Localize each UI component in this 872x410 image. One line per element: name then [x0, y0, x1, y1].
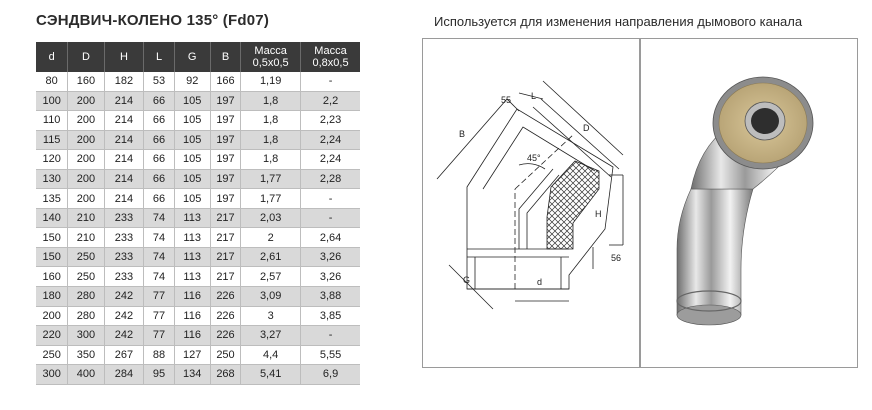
table-cell: 250 — [68, 267, 104, 287]
table-cell: 267 — [104, 345, 144, 365]
table-cell: 400 — [68, 365, 104, 385]
table-row — [36, 111, 360, 131]
drawing-panel — [422, 38, 640, 368]
table-cell: 214 — [104, 189, 144, 209]
table-cell: 217 — [210, 208, 240, 228]
table-cell: 200 — [68, 150, 104, 170]
table-cell: 280 — [68, 287, 104, 307]
table-cell: 2,03 — [241, 208, 301, 228]
table-cell: 250 — [210, 345, 240, 365]
table-cell: 3,85 — [301, 306, 360, 326]
col-header: Масса 0,8х0,5 — [301, 42, 360, 72]
table-row — [36, 326, 360, 346]
dim-label-d-lower: d — [537, 277, 543, 287]
table-cell: 197 — [210, 150, 240, 170]
table-cell: 200 — [68, 91, 104, 111]
table-cell: 66 — [144, 169, 174, 189]
table-cell: 140 — [36, 208, 68, 228]
table-cell: 2,64 — [301, 228, 360, 248]
table-cell: 250 — [68, 247, 104, 267]
table-cell: 2,61 — [241, 247, 301, 267]
table-cell: 200 — [68, 169, 104, 189]
table-row — [36, 287, 360, 307]
table-row — [36, 306, 360, 326]
table-cell: - — [301, 326, 360, 346]
table-cell: 268 — [210, 365, 240, 385]
table-cell: 66 — [144, 111, 174, 131]
table-row — [36, 365, 360, 385]
table-cell: 200 — [68, 189, 104, 209]
table-cell: 233 — [104, 267, 144, 287]
table-cell: 180 — [36, 287, 68, 307]
table-cell: - — [301, 208, 360, 228]
col-header: Масса 0,5х0,5 — [241, 42, 301, 72]
table-cell: 92 — [174, 72, 210, 91]
table-cell: 166 — [210, 72, 240, 91]
elbow-product-photo — [641, 39, 857, 367]
table-cell: 120 — [36, 150, 68, 170]
table-cell: 116 — [174, 306, 210, 326]
table-cell: 214 — [104, 130, 144, 150]
table-cell: 217 — [210, 267, 240, 287]
col-header: d — [36, 42, 68, 72]
elbow-technical-drawing — [423, 39, 639, 367]
table-cell: 160 — [36, 267, 68, 287]
table-cell: 210 — [68, 208, 104, 228]
table-cell: 77 — [144, 287, 174, 307]
table-row — [36, 228, 360, 248]
table-cell: 3,26 — [301, 247, 360, 267]
table-cell: 95 — [144, 365, 174, 385]
table-cell: 2,24 — [301, 130, 360, 150]
table-cell: 226 — [210, 326, 240, 346]
table-cell: 105 — [174, 91, 210, 111]
table-cell: 242 — [104, 287, 144, 307]
table-row — [36, 189, 360, 209]
table-row — [36, 169, 360, 189]
table-cell: 2,28 — [301, 169, 360, 189]
table-cell: 113 — [174, 267, 210, 287]
table-cell: 66 — [144, 130, 174, 150]
col-header: D — [68, 42, 104, 72]
table-cell: 284 — [104, 365, 144, 385]
table-cell: 217 — [210, 228, 240, 248]
table-cell: 74 — [144, 267, 174, 287]
table-header-row — [36, 42, 360, 72]
table-row — [36, 150, 360, 170]
table-cell: 110 — [36, 111, 68, 131]
table-cell: 197 — [210, 130, 240, 150]
table-cell: 250 — [36, 345, 68, 365]
page-title: СЭНДВИЧ-КОЛЕНО 135° (Fd07) — [36, 12, 270, 29]
table-cell: 74 — [144, 208, 174, 228]
table-cell: 5,55 — [301, 345, 360, 365]
table-cell: 115 — [36, 130, 68, 150]
table-cell: 66 — [144, 150, 174, 170]
table-cell: 53 — [144, 72, 174, 91]
table-cell: 3,88 — [301, 287, 360, 307]
table-cell: 116 — [174, 287, 210, 307]
table-cell: 300 — [68, 326, 104, 346]
table-cell: 150 — [36, 228, 68, 248]
dim-label-d-upper: D — [583, 123, 590, 133]
table-cell: 77 — [144, 306, 174, 326]
table-cell: 200 — [68, 130, 104, 150]
table-cell: 226 — [210, 287, 240, 307]
table-cell: 113 — [174, 208, 210, 228]
table-row — [36, 208, 360, 228]
table-cell: 88 — [144, 345, 174, 365]
dim-label-h: H — [595, 209, 602, 219]
table-cell: 214 — [104, 91, 144, 111]
table-cell: 197 — [210, 111, 240, 131]
table-cell: 1,77 — [241, 189, 301, 209]
table-cell: 66 — [144, 189, 174, 209]
table-cell: 74 — [144, 247, 174, 267]
table-cell: 3,27 — [241, 326, 301, 346]
table-cell: 220 — [36, 326, 68, 346]
table-cell: 226 — [210, 306, 240, 326]
table-row — [36, 91, 360, 111]
table-row — [36, 345, 360, 365]
table-cell: 130 — [36, 169, 68, 189]
table-cell: 217 — [210, 247, 240, 267]
table-cell: 300 — [36, 365, 68, 385]
table-cell: 200 — [36, 306, 68, 326]
table-cell: 182 — [104, 72, 144, 91]
table-cell: 134 — [174, 365, 210, 385]
col-header: B — [210, 42, 240, 72]
table-row — [36, 267, 360, 287]
table-row — [36, 247, 360, 267]
table-cell: 210 — [68, 228, 104, 248]
table-cell: 1,8 — [241, 91, 301, 111]
table-cell: 2 — [241, 228, 301, 248]
table-cell: 100 — [36, 91, 68, 111]
spec-table — [36, 42, 360, 385]
table-cell: 1,8 — [241, 130, 301, 150]
table-cell: 3,09 — [241, 287, 301, 307]
table-cell: 350 — [68, 345, 104, 365]
table-cell: 1,8 — [241, 150, 301, 170]
table-cell: 5,41 — [241, 365, 301, 385]
table-cell: 80 — [36, 72, 68, 91]
table-cell: 105 — [174, 169, 210, 189]
table-cell: - — [301, 72, 360, 91]
table-cell: 214 — [104, 111, 144, 131]
product-photo-panel — [640, 38, 858, 368]
table-cell: 105 — [174, 150, 210, 170]
table-cell: 1,77 — [241, 169, 301, 189]
table-cell: 77 — [144, 326, 174, 346]
table-cell: 214 — [104, 150, 144, 170]
dim-label-55: 55 — [501, 95, 512, 105]
table-cell: 242 — [104, 326, 144, 346]
table-cell: 6,9 — [301, 365, 360, 385]
col-header: H — [104, 42, 144, 72]
table-cell: 2,24 — [301, 150, 360, 170]
table-cell: 2,23 — [301, 111, 360, 131]
table-cell: 197 — [210, 189, 240, 209]
dim-label-45: 45° — [527, 153, 541, 163]
table-cell: 200 — [68, 111, 104, 131]
table-cell: 135 — [36, 189, 68, 209]
table-cell: 197 — [210, 169, 240, 189]
dim-label-56: 56 — [611, 253, 622, 263]
table-cell: 74 — [144, 228, 174, 248]
table-cell: 2,57 — [241, 267, 301, 287]
col-header: G — [174, 42, 210, 72]
table-cell: 233 — [104, 228, 144, 248]
dim-label-b: B — [459, 129, 466, 139]
table-cell: 2,2 — [301, 91, 360, 111]
table-cell: 113 — [174, 228, 210, 248]
page-subtitle: Используется для изменения направления дымового канала — [434, 14, 803, 29]
table-cell: 3 — [241, 306, 301, 326]
table-cell: 280 — [68, 306, 104, 326]
table-cell: 116 — [174, 326, 210, 346]
table-row — [36, 72, 360, 91]
table-cell: 214 — [104, 169, 144, 189]
table-cell: 3,26 — [301, 267, 360, 287]
table-cell: 113 — [174, 247, 210, 267]
table-cell: 233 — [104, 208, 144, 228]
table-row — [36, 130, 360, 150]
table-cell: 1,19 — [241, 72, 301, 91]
table-cell: - — [301, 189, 360, 209]
table-cell: 197 — [210, 91, 240, 111]
dim-label-g: G — [463, 275, 471, 285]
table-cell: 242 — [104, 306, 144, 326]
table-cell: 4,4 — [241, 345, 301, 365]
table-cell: 150 — [36, 247, 68, 267]
table-cell: 105 — [174, 111, 210, 131]
table-cell: 66 — [144, 91, 174, 111]
table-cell: 105 — [174, 189, 210, 209]
table-cell: 127 — [174, 345, 210, 365]
table-cell: 233 — [104, 247, 144, 267]
table-cell: 105 — [174, 130, 210, 150]
col-header: L — [144, 42, 174, 72]
table-cell: 1,8 — [241, 111, 301, 131]
table-cell: 160 — [68, 72, 104, 91]
dim-label-l: L — [531, 91, 537, 101]
